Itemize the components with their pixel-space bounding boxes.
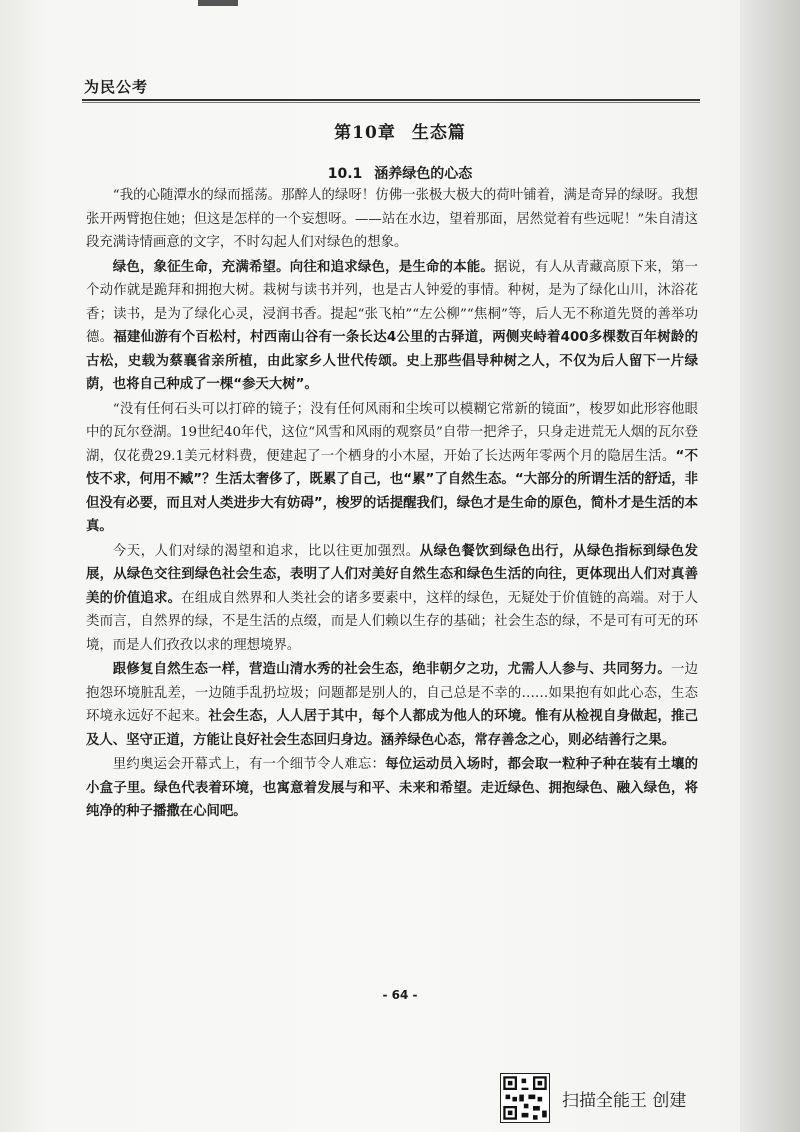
paragraph	[86, 540, 698, 658]
chapter-number: 第10章	[334, 123, 396, 143]
paragraph-text: 一边抱怨环境脏乱差，一边随手乱扔垃圾；问题都是别人的，自己总是不幸的……如果抱有如此心态，生态环境永远好不起来。	[86, 662, 699, 724]
emphasized-text: 每位运动员入场时，都会取一粒种子种在装有土壤的小盒子里。绿色代表着环境，也寓意着发展与和平、未来和希望。走近绿色、拥抱绿色、融入绿色，将纯净的种子播撒在心间吧。	[86, 757, 699, 819]
emphasized-text: 福建仙游有个百松村，村西南山谷有一条长达4公里的古驿道，两侧夹峙着400多棵数百年树龄的古松，史载为蔡襄省亲所植，由此家乡人世代传颂。史上那些倡导种树之人，不仅为后人留下一片绿荫，也将自己种成了一棵“参天大树”。	[86, 330, 698, 392]
page-number: - 64 -	[382, 988, 418, 1002]
emphasized-text: “不忮不求，何用不臧”？生活太奢侈了，既累了自己，也“累”了自然生态。“大部分的所谓生活的舒适，非但没有必要，而且对人类进步大有妨碍”，梭罗的话提醒我们，绿色才是生命的原色，简朴才是生活的本真。	[86, 448, 698, 534]
section-title	[0, 163, 800, 183]
paragraph-text: 里约奥运会开幕式上，有一个细节令人难忘：	[112, 757, 386, 772]
paragraph	[86, 256, 698, 397]
header-rule	[82, 99, 700, 101]
chapter-name: 生态篇	[411, 123, 466, 143]
running-header: 为民公考	[84, 78, 149, 96]
scanner-watermark: 扫描全能王 创建	[562, 1091, 687, 1111]
paragraph	[86, 184, 698, 255]
paragraph-text: “我的心随潭水的绿而摇荡。那醉人的绿呀！仿佛一张极大极大的荷叶铺着，满是奇异的绿呀。我想张开两臂抱住她；但这是怎样的一个妄想呀。——站在水边，望着那面，居然觉着有些远呢！”朱自清这段充满诗情画意的文字，不时勾起人们对绿色的想象。	[86, 188, 698, 250]
paragraph	[86, 753, 698, 824]
emphasized-text: 从绿色餐饮到绿色出行，从绿色指标到绿色发展，从绿色交往到绿色社会生态，表明了人们对美好自然生态和绿色生活的向往，更体现出人们对真善美的价值追求。	[86, 543, 699, 606]
section-name: 涵养绿色的心态	[374, 166, 473, 182]
paragraph-text: 在组成自然界和人类社会的诸多要素中，这样的绿色，无疑处于价值链的高端。对于人类而言，自然界的绿，不是生活的点缀，而是人们赖以生存的基础；社会生态的绿，不是可有可无的环境，而是人们孜孜以求的理想境界。	[86, 590, 698, 653]
emphasized-text: 社会生态，人人居于其中，每个人都成为他人的环境。惟有从检视自身做起，推己及人、坚守正道，方能让良好社会生态回归身边。涵养绿色心态，常存善念之心，则必结善行之果。	[86, 709, 699, 748]
header-rule-thin	[82, 102, 700, 103]
paragraph	[86, 658, 698, 752]
paragraph-text: “没有任何石头可以打碎的镜子；没有任何风雨和尘埃可以模糊它常新的镜面”，梭罗如此形容他眼中的瓦尔登湖。19世纪40年代，这位“风雪和风雨的观察员”自带一把斧子，只身走进荒无人烟的瓦尔登湖，仅花费29.1美元材料费，便建起了一个栖身的小木屋，开始了长达两年零两个月的隐居生活。	[86, 401, 698, 464]
chapter-title	[0, 118, 800, 143]
paragraph-text: 据说，有人从青藏高原下来，第一个动作就是跪拜和拥抱大树。栽树与读书并列，也是古人钟爱的事情。种树，是为了绿化山川，沐浴花香；读书，是为了绿化心灵，浸润书香。提起“张飞柏”“左公柳”“焦桐”等，后人无不称道先贤的善举功德。	[86, 259, 699, 345]
article-body	[86, 184, 698, 825]
paragraph	[86, 398, 698, 539]
binding-mark	[198, 0, 238, 6]
section-number: 10.1	[327, 166, 363, 182]
qr-code-icon	[500, 1073, 550, 1123]
paragraph-text: 今天，人们对绿的渴望和追求，比以往更加强烈。	[112, 543, 420, 559]
emphasized-text: 绿色，象征生命，充满希望。向往和追求绿色，是生命的本能。	[112, 259, 495, 275]
emphasized-text: 跟修复自然生态一样，营造山清水秀的社会生态，绝非朝夕之功，尤需人人参与、共同努力。	[112, 662, 671, 677]
